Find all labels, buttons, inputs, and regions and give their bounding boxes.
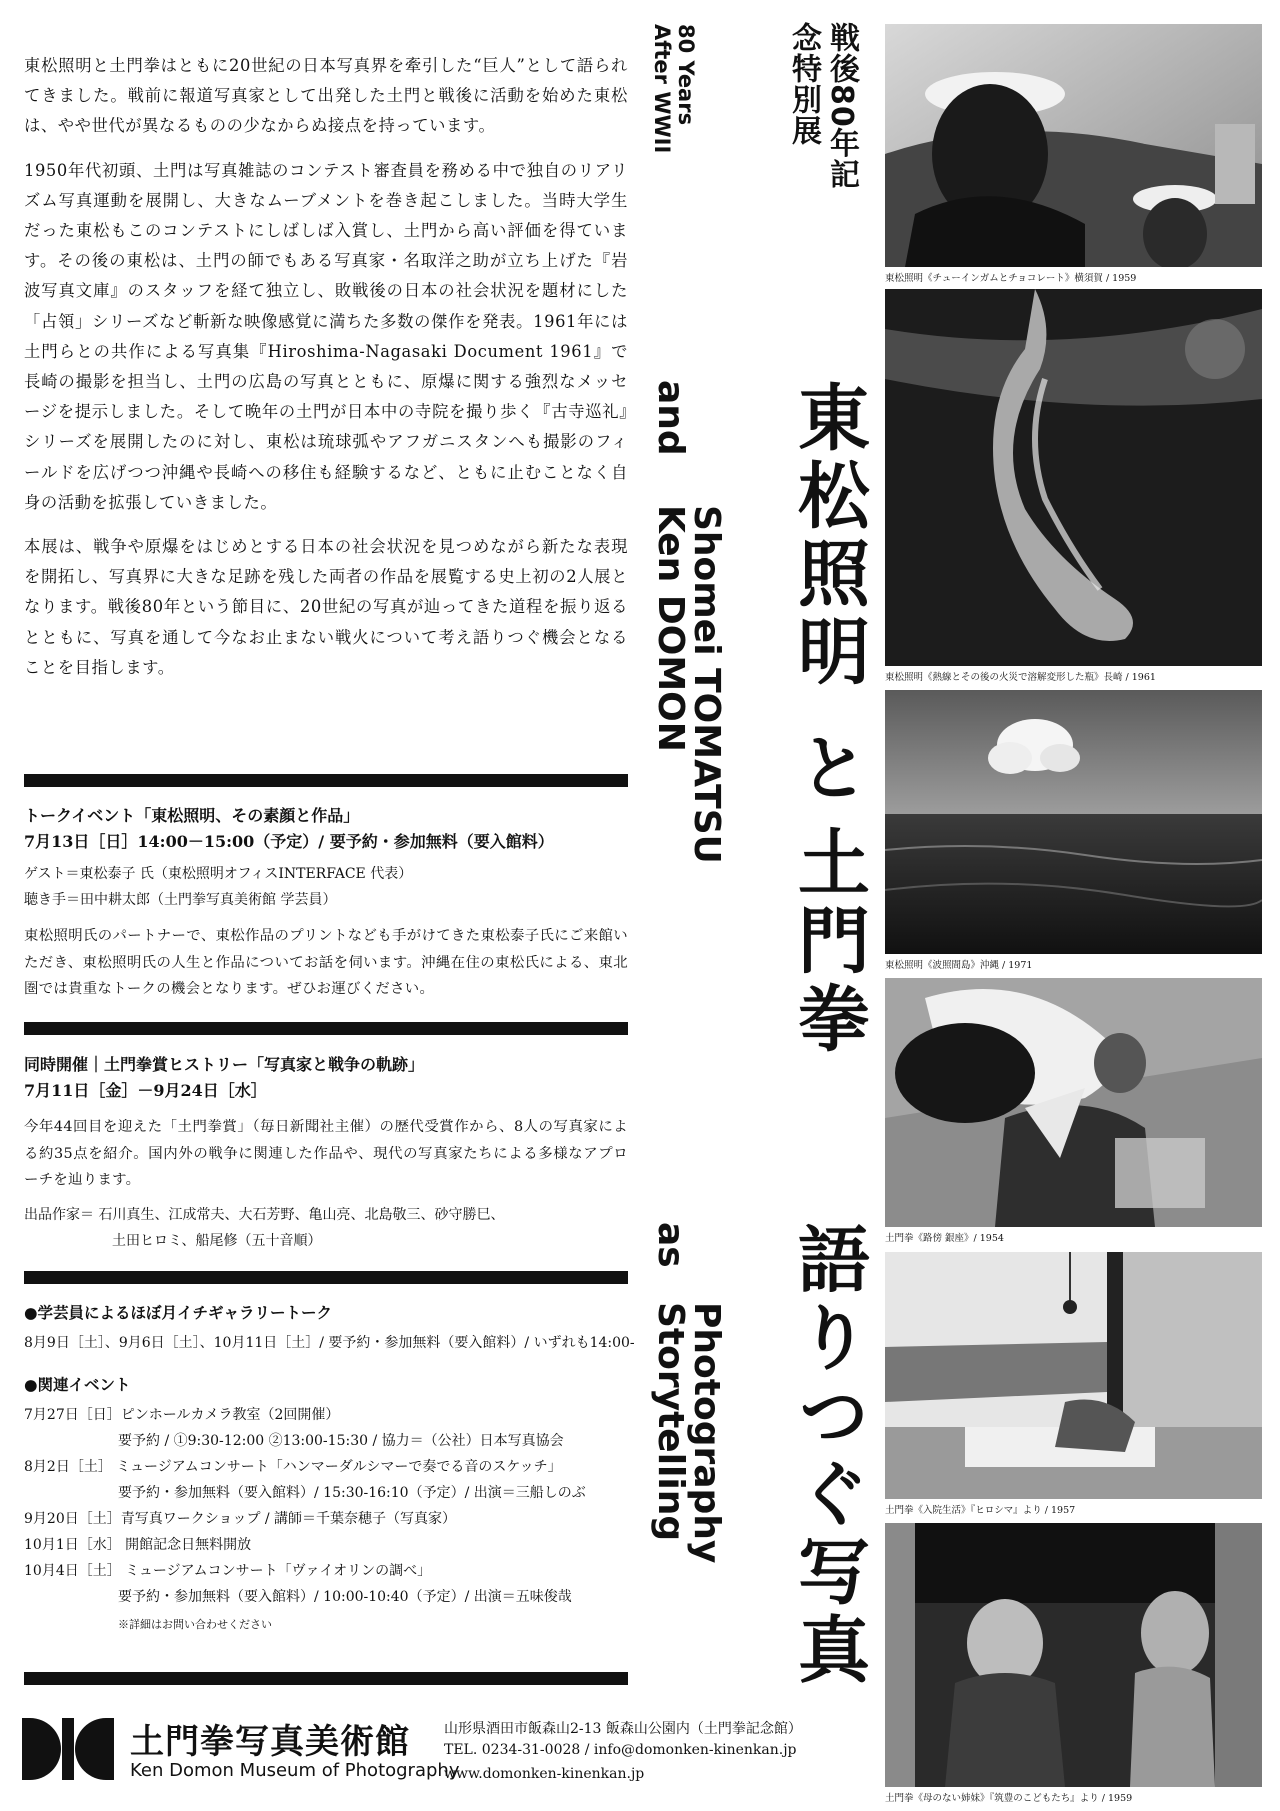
museum-name-en: Ken Domon Museum of Photography <box>130 1760 460 1781</box>
list-item: 要予約・参加無料（要入館料）/ 15:30-16:10（予定）/ 出演＝三船しのぶ <box>118 1485 586 1501</box>
kicker-ja-text: 戦後80年記念特別展 <box>786 22 859 190</box>
list-item: 8月2日［土］ ミュージアムコンサート「ハンマーダルシマーで奏でる音のスケッチ」 <box>24 1459 562 1475</box>
title-en-and: and <box>650 380 691 456</box>
kicker-ja <box>784 22 860 192</box>
title-en-domon: Ken DOMON <box>650 505 691 752</box>
photo-caption: 東松照明《波照間島》沖縄 / 1971 <box>885 960 1033 971</box>
title-en-photography: Photography <box>686 1302 727 1564</box>
photo-sea-cloud <box>885 690 1262 954</box>
photo-hospital <box>885 1252 1262 1499</box>
concurrent-title: 同時開催｜土門拳賞ヒストリー「写真家と戦争の軌跡」 <box>24 1055 425 1074</box>
talk-date: 7月13日［日］14:00－15:00（予定）/ 要予約・参加無料（要入館料） <box>24 832 554 851</box>
museum-contact: TEL. 0234-31-0028 / info@domonken-kinenkan.jp <box>444 1742 797 1758</box>
intro-paragraph-2: 1950年代初頭、土門は写真雑誌のコンテスト審査員を務める中で独自のリアリズム写真運動を展開し、大きなムーブメントを巻き起こしました。当時大学生だった東松もこのコンテストにしばしば入賞し、土門から高い評価を得ています。その後の東松は、土門の師でもある写真家・名取洋之助が立ち上げた『岩波写真文庫』のスタッフを経て独立し、敗戦後の日本の社会状況を題材にした「占領」シリーズなど斬新な映像感覚に満ちた多数の傑作を発表。1961年には土門らとの共作による写真集『Hiroshima-Nagasaki Document 1961』で長崎の撮影を担当し、土門の広島の写真とともに、原爆に関する強烈なメッセージを提示しました。そして晩年の土門が日本中の寺院を撮り歩く『古寺巡礼』シリーズを展開したのに対し、東松は琉球弧やアフガニスタンへも撮影のフィールドを広げつつ沖縄や長崎への移住も経験するなど、ともに止むことなく自身の活動を拡張していきました。 <box>24 160 628 512</box>
photo-children-ginza <box>885 978 1262 1227</box>
related-events-section <box>24 1372 628 1632</box>
title-en-shomei: Shomei TOMATSU <box>686 505 727 864</box>
title-domon: 土門拳 <box>786 825 870 1059</box>
talk-host: 聴き手＝田中耕太郎（土門拳写真美術館 学芸員） <box>24 892 337 908</box>
talk-event-section <box>24 803 628 1003</box>
intro-section <box>24 51 628 683</box>
list-item: 7月27日［日］ピンホールカメラ教室（2回開催） <box>24 1407 340 1423</box>
photo-sailors <box>885 24 1262 267</box>
concurrent-description: 今年44回目を迎えた「土門拳賞」（毎日新聞社主催）の歴代受賞作から、8人の写真家による約35点を紹介。国内外の戦争に関連した作品や、現代の写真家たちによる多様なアプローチを辿ります。 <box>24 1119 628 1188</box>
title-en-storytelling: Storytelling <box>650 1302 691 1542</box>
concurrent-artists-cont: 土田ヒロミ、船尾修（五十音順） <box>112 1232 322 1249</box>
photo-caption: 土門拳《入院生活》『ヒロシマ』より / 1957 <box>885 1505 1076 1516</box>
title-to: と <box>786 730 870 802</box>
title-en-as: as <box>650 1222 691 1268</box>
list-item: 要予約 / ①9:30-12:00 ②13:00-15:30 / 協力＝（公社）日本写真協会 <box>118 1433 564 1449</box>
list-item: 10月1日［水］ 開館記念日無料開放 <box>24 1537 252 1553</box>
photo-caption: 東松照明《チューインガムとチョコレート》横須賀 / 1959 <box>885 273 1137 284</box>
museum-name-ja: 土門拳写真美術館 <box>130 1722 410 1762</box>
list-item: 要予約・参加無料（要入館料）/ 10:00-10:40（予定）/ 出演＝五味俊哉 <box>118 1589 572 1605</box>
gallery-talk-section <box>24 1300 635 1356</box>
kicker-en-line1: 80 Years <box>674 24 698 126</box>
intro-paragraph-1: 東松照明と土門拳はともに20世紀の日本写真界を牽引した“巨人”として語られてきました。戦前に報道写真家として出発した土門と戦後に活動を始めた東松は、やや世代が異なるものの少なからぬ接点を持っています。 <box>24 56 628 136</box>
talk-guest: ゲスト＝東松泰子 氏（東松照明オフィスINTERFACE 代表） <box>24 866 413 882</box>
museum-logo <box>22 1718 114 1780</box>
photo-caption: 土門拳《母のない姉妹》『筑豊のこどもたち』より / 1959 <box>885 1793 1133 1804</box>
related-events-list <box>24 1402 628 1610</box>
talk-title: トークイベント「東松照明、その素顔と作品」 <box>24 806 360 825</box>
museum-address: 山形県酒田市飯森山2-13 飯森山公園内（土門拳記念館） <box>444 1721 802 1737</box>
photo-sisters <box>885 1523 1262 1787</box>
related-note: ※詳細はお問い合わせください <box>118 1618 272 1631</box>
kicker-en-line2: After WWII <box>650 24 674 154</box>
photo-caption: 土門拳《路傍 銀座》/ 1954 <box>885 1233 1004 1244</box>
concurrent-artists: 出品作家＝ 石川真生、江成常夫、大石芳野、亀山亮、北島敬三、砂守勝巳、 <box>24 1206 505 1223</box>
photo-melted-bottle <box>885 289 1262 666</box>
divider <box>24 1672 628 1685</box>
divider <box>24 774 628 787</box>
divider <box>24 1022 628 1035</box>
concurrent-exhibition-section <box>24 1052 628 1254</box>
title-storytelling: 語りつぐ写真 <box>786 1222 870 1690</box>
list-item: 9月20日［土］青写真ワークショップ / 講師＝千葉奈穂子（写真家） <box>24 1511 457 1527</box>
museum-url[interactable]: www.domonken-kinenkan.jp <box>444 1766 645 1782</box>
intro-paragraph-3: 本展は、戦争や原爆をはじめとする日本の社会状況を見つめながら新たな表現を開拓し、写真界に大きな足跡を残した両者の作品を展覧する史上初の2人展となります。戦後80年という節目に、20世紀の写真が辿ってきた道程を振り返るとともに、写真を通して今なお止まない戦火について考え語りつぐ機会となることを目指します。 <box>24 537 628 677</box>
concurrent-date: 7月11日［金］－9月24日［水］ <box>24 1081 267 1100</box>
title-tomatsu: 東松照明 <box>786 380 870 692</box>
gallery-talk-line: 8月9日［土］、9月6日［土］、10月11日［土］/ 要予約・参加無料（要入館料）/ いずれも14:00- <box>24 1335 635 1351</box>
divider <box>24 1271 628 1284</box>
gallery-talk-heading: ●学芸員によるほぼ月イチギャラリートーク <box>24 1303 333 1322</box>
photo-caption: 東松照明《熱線とその後の火災で溶解変形した瓶》長崎 / 1961 <box>885 672 1156 683</box>
talk-description: 東松照明氏のパートナーで、東松作品のプリントなども手がけてきた東松泰子氏にご来館いただき、東松照明氏の人生と作品についてお話を伺います。沖縄在住の東松氏による、東北圏では貴重なトークの機会となります。ぜひお運びください。 <box>24 928 628 997</box>
related-events-heading: ●関連イベント <box>24 1375 131 1394</box>
list-item: 10月4日［土］ ミュージアムコンサート「ヴァイオリンの調べ」 <box>24 1563 432 1579</box>
